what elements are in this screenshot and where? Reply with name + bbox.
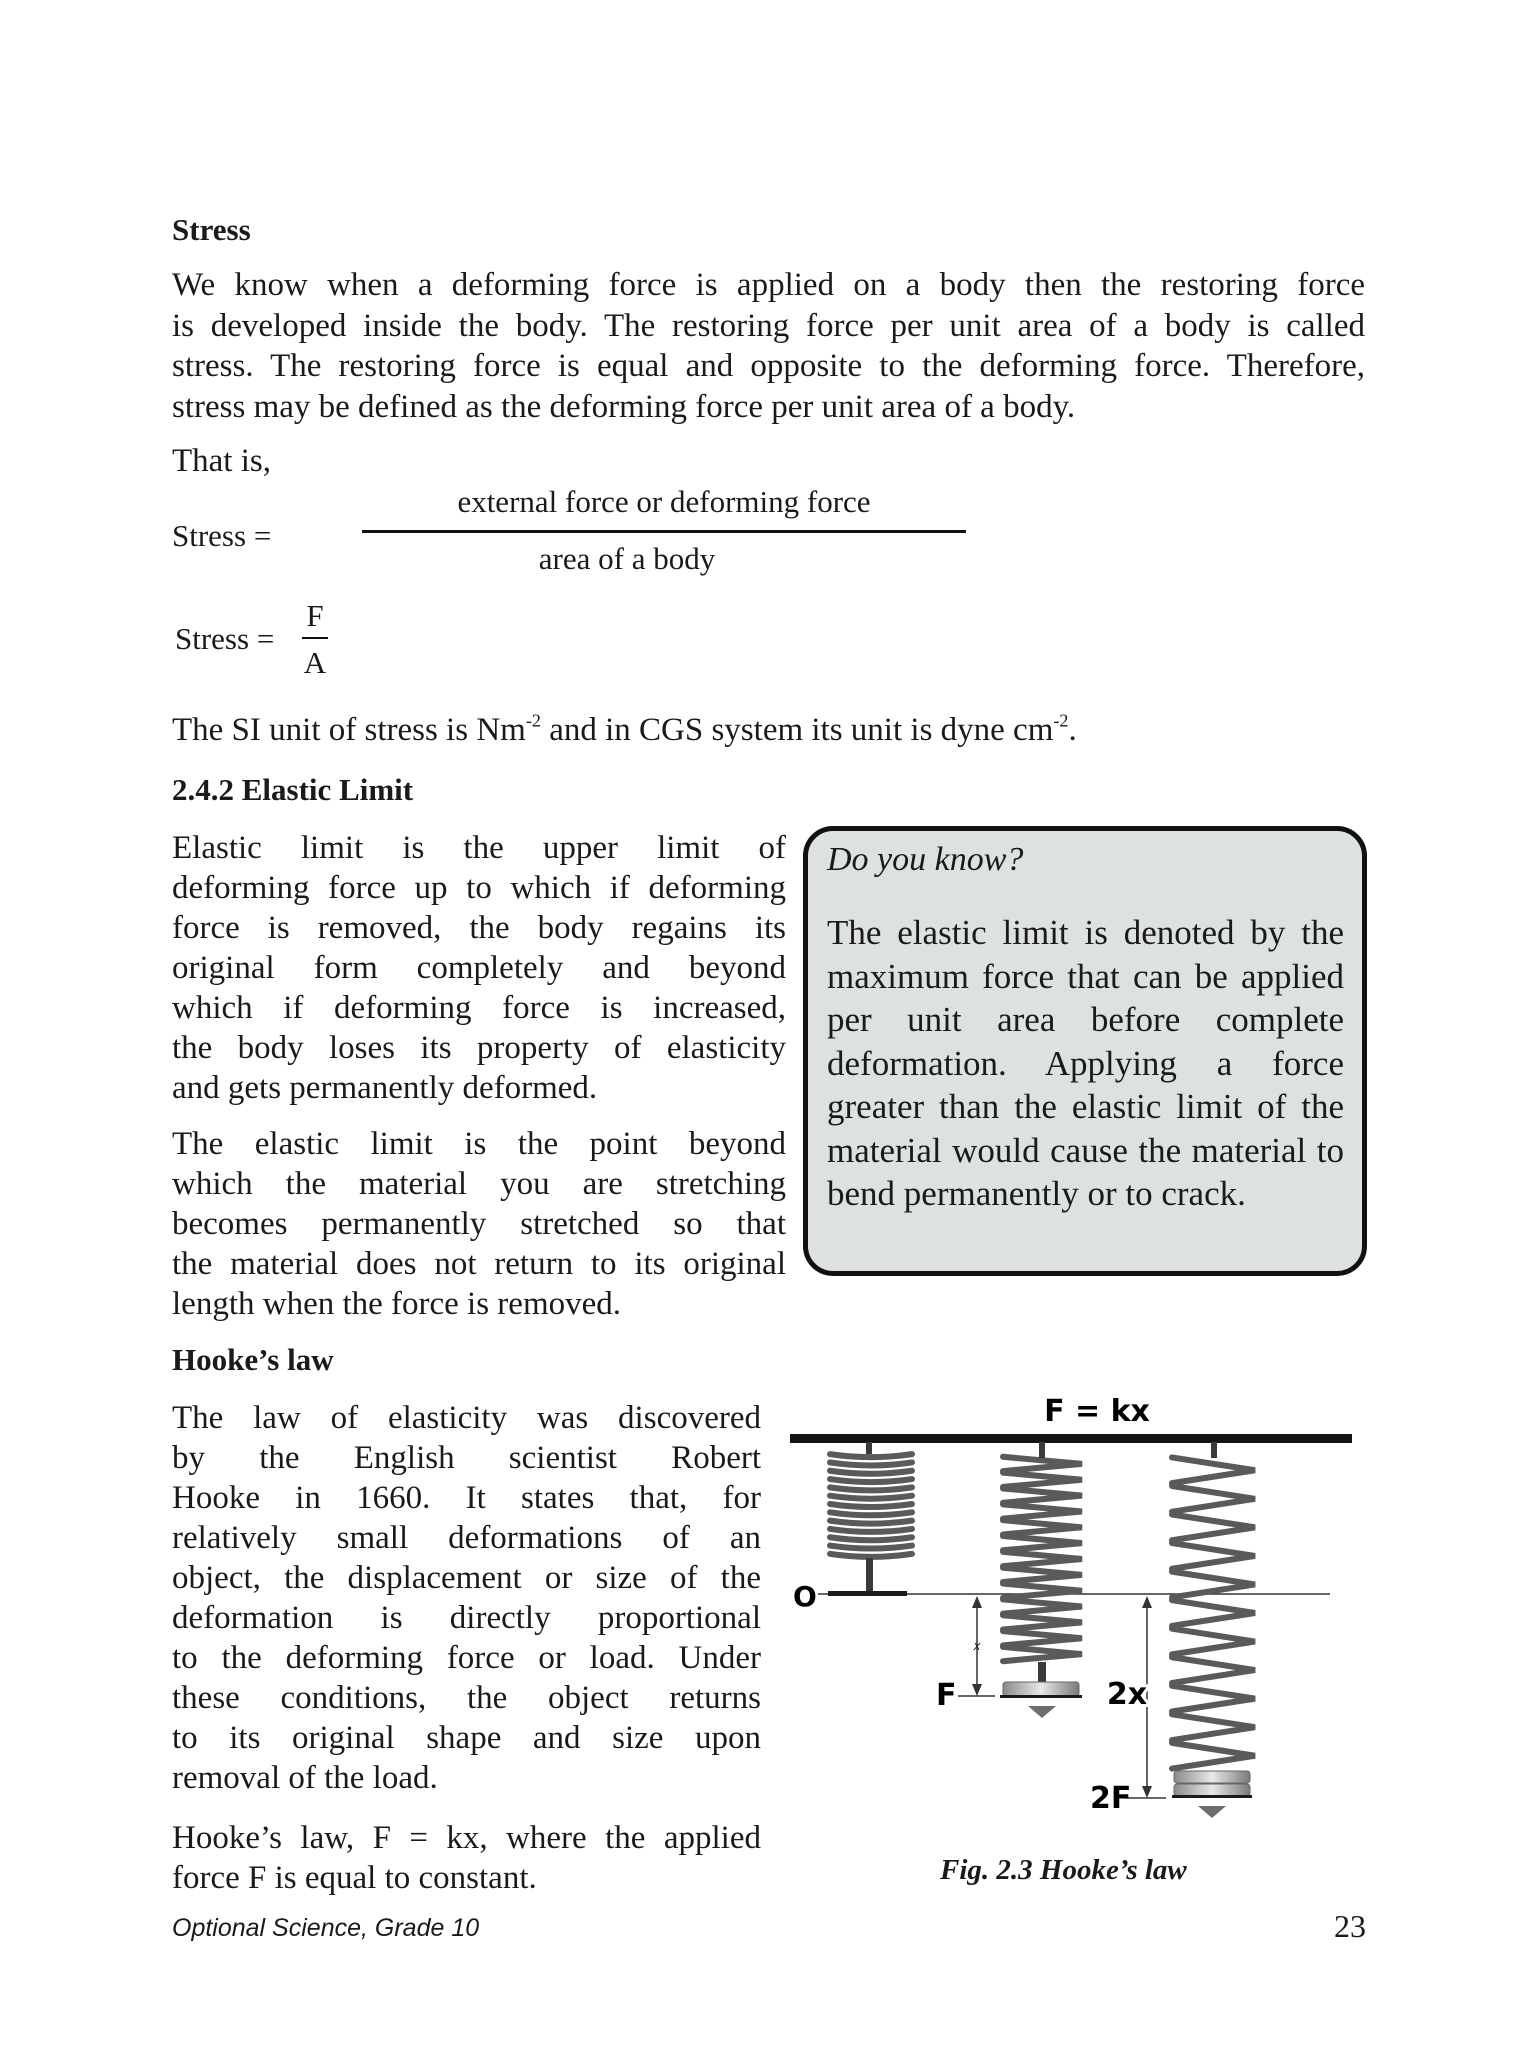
spring-coil: [1003, 1520, 1082, 1534]
spring-coil: [1172, 1543, 1255, 1569]
elastic-line: Elastic limit is the upper limit of: [172, 830, 786, 866]
spring-coil: [830, 1454, 912, 1457]
hooke-line: removal of the load.: [172, 1760, 438, 1796]
spring-coil: [1172, 1743, 1255, 1769]
spring-single-load: [1003, 1457, 1082, 1661]
spring-unloaded: [830, 1454, 912, 1557]
hooke-line: relatively small deformations of an: [172, 1520, 761, 1556]
elastic-line: becomes permanently stretched so that: [172, 1206, 786, 1242]
arrow-head-down-icon: [1142, 1786, 1152, 1798]
single-weight-base: [1000, 1695, 1082, 1698]
that-is-text: That is,: [172, 443, 271, 479]
arrow-head-up-icon: [972, 1596, 982, 1608]
elastic-line: original form completely and beyond: [172, 950, 786, 986]
spring2-hook: [1039, 1442, 1045, 1458]
spring-coil: [1003, 1504, 1082, 1518]
spring-coil: [830, 1529, 912, 1532]
spring-coil: [1003, 1568, 1082, 1582]
spring-coil: [830, 1554, 912, 1557]
elastic-line: deforming force up to which if deforming: [172, 870, 786, 906]
double-force-label: 2F: [1090, 1781, 1132, 1816]
stress-line: is developed inside the body. The restoring force per unit area of a body is called: [172, 307, 1365, 344]
page-number: 23: [1334, 1908, 1366, 1944]
spring-coil: [830, 1546, 912, 1549]
spring-coil: [830, 1504, 912, 1507]
stress-heading: Stress: [172, 212, 251, 247]
hooke-line: deformation is directly proportional: [172, 1600, 761, 1636]
spring-coil: [1172, 1486, 1255, 1512]
hooke-line: The law of elasticity was discovered: [172, 1400, 761, 1436]
si-unit-prefix: The SI unit of stress is Nm: [172, 712, 526, 748]
spring-coil: [1003, 1488, 1082, 1502]
spring-coil: [1003, 1584, 1082, 1598]
figure-title-label: F = kx: [1044, 1394, 1150, 1429]
si-unit-exponent: -2: [525, 710, 541, 731]
figure-caption: Fig. 2.3 Hooke’s law: [940, 1854, 1187, 1886]
spring-coil: [1003, 1599, 1082, 1613]
hooke-line: force F is equal to constant.: [172, 1860, 537, 1896]
spring-coil: [1003, 1552, 1082, 1566]
spring-coil: [1003, 1473, 1082, 1487]
spring-coil: [1172, 1629, 1255, 1655]
formula1-lhs: Stress =: [172, 518, 272, 553]
arrow-head-up-icon: [1142, 1596, 1152, 1608]
elastic-line: length when the force is removed.: [172, 1286, 622, 1322]
hooke-line: these conditions, the object returns: [172, 1680, 761, 1716]
spring-coil: [830, 1471, 912, 1474]
hooke-line: to the deforming force or load. Under: [172, 1640, 761, 1676]
spring-coil: [830, 1462, 912, 1465]
do-you-know-title: Do you know?: [827, 841, 1024, 878]
stress-line: stress may be defined as the deforming force per unit area of a body.: [172, 388, 1076, 425]
spring-coil: [830, 1487, 912, 1490]
si-unit-suffix: .: [1068, 712, 1077, 748]
spring-coil: [1172, 1686, 1255, 1712]
extension-x-label: x: [973, 1639, 981, 1653]
stress-line: stress. The restoring force is equal and opposite to the deforming force. Therefore,: [172, 348, 1365, 384]
single-weight: [1003, 1682, 1079, 1696]
do-you-know-text: The elastic limit is denoted by the maximum force that can be applied per unit area before complete deformation. Applying a force greater than the elastic limit of the material would cause the material to bend permanently or to crack.: [827, 913, 1344, 1213]
cgs-unit-text: and in CGS system its unit is dyne cm: [540, 712, 1054, 748]
spring-coil: [1003, 1457, 1082, 1471]
origin-label: O: [793, 1580, 817, 1613]
formula1-denominator: area of a body: [538, 541, 716, 576]
hooke-line: Hooke’s law, F = kx, where the applied: [172, 1820, 761, 1856]
spring-coil: [830, 1521, 912, 1524]
elastic-line: the material does not return to its original: [172, 1246, 786, 1282]
spring1-plate: [828, 1591, 907, 1596]
hooke-line: by the English scientist Robert: [172, 1440, 761, 1476]
elastic-line: and gets permanently deformed.: [172, 1070, 598, 1106]
hooke-line: to its original shape and size upon: [172, 1720, 761, 1756]
elastic-line: The elastic limit is the point beyond: [172, 1126, 786, 1162]
elastic-line: which the material you are stretching: [172, 1166, 786, 1202]
spring-coil: [1172, 1714, 1255, 1740]
spring-coil: [1003, 1631, 1082, 1645]
spring-coil: [830, 1479, 912, 1482]
spring-coil: [830, 1537, 912, 1540]
hooke-line: object, the displacement or size of the: [172, 1560, 761, 1596]
spring-coil: [1003, 1647, 1082, 1661]
spring-coil: [1003, 1536, 1082, 1550]
spring1-hook: [866, 1442, 872, 1454]
elastic-line: the body loses its property of elasticity: [172, 1030, 786, 1066]
formula2-denominator: A: [303, 645, 327, 680]
spring1-stem: [866, 1558, 873, 1592]
down-arrow-icon: [1198, 1806, 1226, 1818]
spring-coil: [830, 1496, 912, 1499]
ceiling-bar: [790, 1434, 1352, 1443]
spring-coil: [1172, 1600, 1255, 1626]
footer-book-title: Optional Science, Grade 10: [172, 1914, 480, 1942]
spring-coil: [1172, 1457, 1255, 1483]
down-arrow-icon: [1028, 1706, 1056, 1718]
spring3-hook: [1211, 1442, 1217, 1458]
double-extension-label: 2x: [1106, 1677, 1148, 1712]
spring-coil: [1003, 1615, 1082, 1629]
elastic-limit-heading: 2.4.2 Elastic Limit: [172, 772, 414, 807]
formula2-lhs: Stress =: [175, 621, 275, 656]
hookes-law-heading: Hooke’s law: [172, 1342, 334, 1377]
spring2-stem: [1038, 1662, 1046, 1682]
force-label: F: [936, 1678, 957, 1713]
hooke-line: Hooke in 1660. It states that, for: [172, 1480, 761, 1516]
double-weight-bottom: [1174, 1784, 1250, 1796]
elastic-line: force is removed, the body regains its: [172, 910, 786, 946]
formula1-numerator: external force or deforming force: [457, 484, 871, 519]
elastic-line: which if deforming force is increased,: [172, 990, 786, 1026]
double-weight-top: [1174, 1771, 1250, 1783]
double-weight-base: [1172, 1795, 1252, 1798]
spring-coil: [1172, 1515, 1255, 1541]
cgs-unit-exponent: -2: [1053, 710, 1069, 731]
spring-double-load: [1172, 1457, 1255, 1768]
formula2-numerator: F: [306, 598, 324, 633]
spring-coil: [830, 1512, 912, 1515]
spring-coil: [1172, 1657, 1255, 1683]
stress-line: We know when a deforming force is applied on a body then the restoring force: [172, 267, 1365, 303]
arrow-head-down-icon: [972, 1684, 982, 1696]
